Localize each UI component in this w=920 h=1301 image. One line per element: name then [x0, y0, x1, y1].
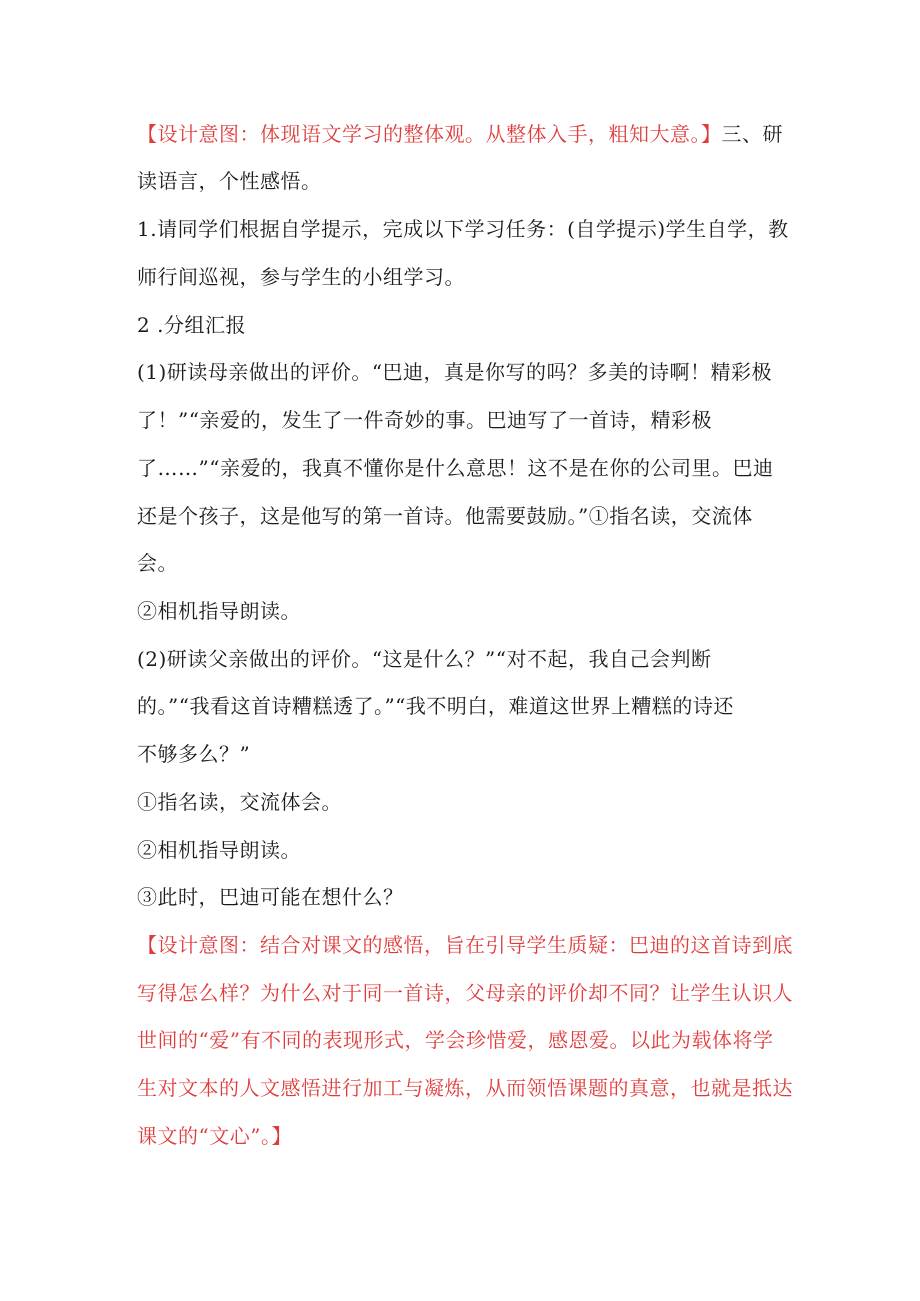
text-line — [137, 407, 712, 433]
body-text: 不够多么？” — [137, 742, 251, 766]
design-intent-text: 世间的“爱”有不同的表现形式，学会珍惜爱，感恩爱。以此为载体将学 — [137, 1028, 774, 1052]
design-intent-text: 【设计意图：结合对课文的感悟，旨在引导学生质疑：巴迪的这首诗到底 — [137, 933, 793, 957]
body-text: 了！”“亲爱的，发生了一件奇妙的事。巴迪写了一首诗，精彩极 — [137, 408, 712, 432]
body-text: (1)研读母亲做出的评价。“巴迪，真是你写的吗？多美的诗啊！精彩极 — [137, 360, 773, 384]
text-line — [137, 884, 404, 910]
design-intent-text: 生对文本的人文感悟进行加工与凝炼，从而领悟课题的真意，也就是抵达 — [137, 1076, 793, 1100]
text-line — [137, 1027, 773, 1053]
text-line — [137, 646, 712, 672]
body-text: ②相机指导朗读。 — [137, 599, 301, 623]
text-line — [137, 216, 789, 242]
text-line — [137, 359, 772, 385]
body-text: ①指名读，交流体会。 — [137, 790, 342, 814]
text-line — [137, 932, 793, 958]
body-text: 1.请同学们根据自学提示，完成以下学习任务：(自学提示)学生自学，教 — [137, 217, 789, 241]
design-intent-text: 课文的“文心”。】 — [137, 1124, 292, 1148]
text-line — [137, 455, 773, 481]
text-line — [137, 789, 342, 815]
text-line — [137, 550, 178, 576]
body-text: 还是个孩子，这是他写的第一首诗。他需要鼓励。”①指名读，交流体 — [137, 504, 753, 528]
text-line — [137, 741, 250, 767]
text-line — [137, 312, 246, 338]
text-line — [137, 1075, 793, 1101]
body-text: 三、研 — [721, 122, 783, 146]
body-text: (2)研读父亲做出的评价。“这是什么？”“对不起，我自己会判断 — [137, 647, 712, 671]
text-line — [137, 980, 793, 1006]
body-text: 师行间巡视，参与学生的小组学习。 — [137, 265, 465, 289]
text-line — [137, 837, 301, 863]
body-text: 会。 — [137, 551, 178, 575]
design-intent-text: 【设计意图：体现语文学习的整体观。从整体入手，粗知大意。】 — [137, 122, 722, 146]
text-line — [137, 503, 753, 529]
text-line — [137, 121, 783, 147]
body-text: 的。”“我看这首诗糟糕透了。”“我不明白，难道这世界上糟糕的诗还 — [137, 694, 734, 718]
text-line — [137, 598, 301, 624]
body-text: 了……”“亲爱的，我真不懂你是什么意思！这不是在你的公司里。巴迪 — [137, 456, 774, 480]
text-line — [137, 1123, 292, 1149]
design-intent-text: 写得怎么样？为什么对于同一首诗，父母亲的评价却不同？让学生认识人 — [137, 981, 793, 1005]
text-line — [137, 264, 465, 290]
body-text: ②相机指导朗读。 — [137, 838, 301, 862]
text-line — [137, 693, 734, 719]
body-text: 2 .分组汇报 — [137, 313, 246, 337]
text-line — [137, 168, 322, 194]
body-text: ③此时，巴迪可能在想什么？ — [137, 885, 404, 909]
body-text: 读语言，个性感悟。 — [137, 169, 322, 193]
